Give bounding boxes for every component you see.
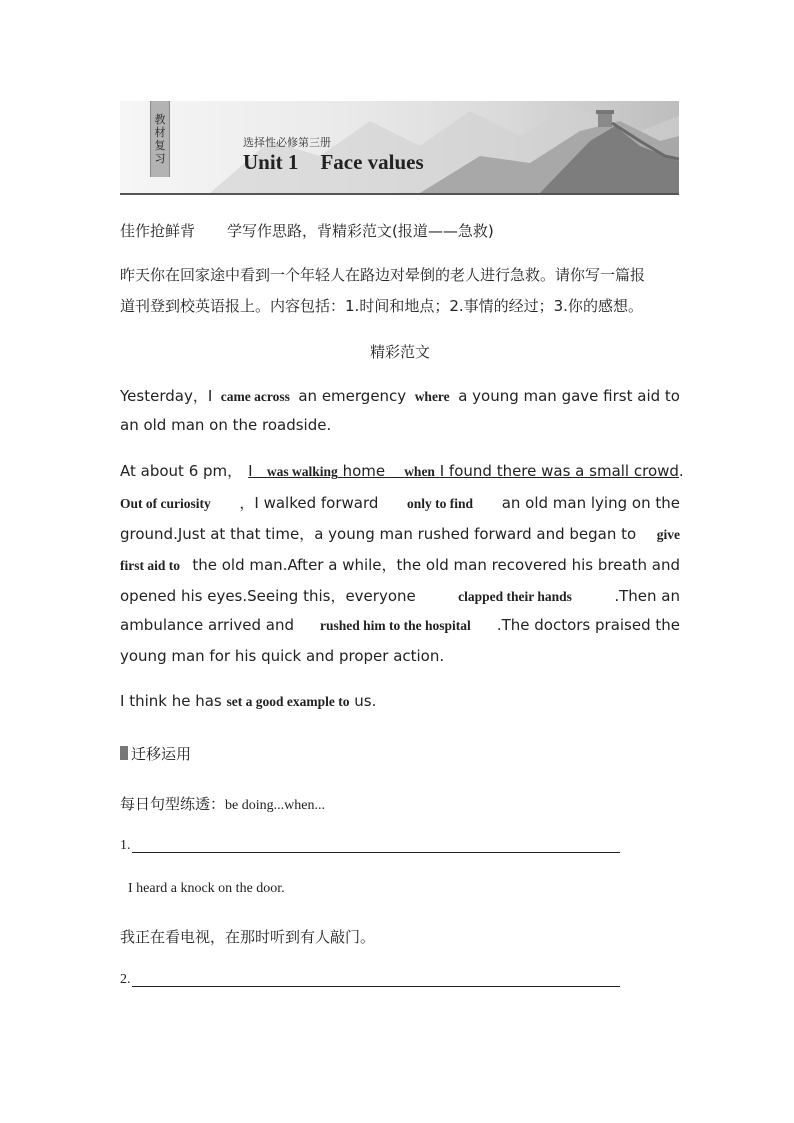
text: I — [248, 462, 253, 480]
unit-name: Face values — [320, 150, 424, 174]
daily-pattern — [120, 793, 680, 814]
keyword: set a good example to — [226, 694, 350, 709]
keyword: clapped their hands — [458, 589, 572, 604]
text: At about 6 pm， — [120, 462, 243, 480]
keyword: give — [656, 527, 680, 542]
tab-char: 教 — [154, 113, 166, 126]
section-marker-icon — [120, 746, 128, 760]
keyword: came across — [220, 389, 290, 404]
p3-line — [120, 692, 680, 710]
exercise-1-blank[interactable] — [132, 852, 620, 853]
keyword: when — [404, 464, 435, 479]
text: ，I walked forward — [239, 494, 379, 512]
unit-banner — [120, 101, 679, 195]
text: opened his eyes.Seeing this，everyone — [120, 587, 416, 605]
keyword: where — [414, 389, 450, 404]
exercise-2-number: 2. — [120, 972, 131, 987]
underlined-sentence — [248, 462, 679, 480]
text: an old man lying on the — [501, 494, 680, 512]
tab-char: 材 — [154, 126, 166, 139]
text: the old man.After a while，the old man recovered his breath and — [192, 556, 680, 574]
p2-line-2 — [120, 492, 680, 513]
keyword: only to find — [407, 496, 474, 511]
text: ground.Just at that time，a young man rushed forward and began to — [120, 525, 637, 543]
daily-label: 每日句型练透： — [120, 795, 226, 813]
keyword: Out of curiosity — [120, 496, 211, 511]
p2-line-1 — [120, 460, 684, 481]
section-heading — [120, 220, 680, 241]
p1-line-1 — [120, 385, 680, 406]
exercise-1-number: 1. — [120, 838, 131, 853]
prompt-line-1: 昨天你在回家途中看到一个年轻人在路边对晕倒的老人进行急救。请你写一篇报 — [120, 266, 646, 284]
text: us. — [354, 692, 377, 710]
transfer-heading — [120, 743, 680, 764]
p2-line-7: young man for his quick and proper action. — [120, 647, 445, 665]
section-label: 佳作抢鲜背 — [120, 222, 196, 240]
text: Yesterday，I — [120, 387, 213, 405]
unit-number: Unit 1 — [243, 150, 299, 174]
p2-line-3 — [120, 523, 680, 544]
category-tab — [150, 101, 170, 177]
exercise-1-english: I heard a knock on the door. — [128, 881, 285, 896]
keyword: rushed him to the hospital — [320, 618, 471, 633]
section-desc: 学写作思路，背精彩范文(报道——急救) — [227, 222, 494, 240]
exercise-2-blank[interactable] — [132, 986, 620, 987]
prompt-line-2: 道刊登到校英语报上。内容包括：1.时间和地点；2.事情的经过；3.你的感想。 — [120, 297, 643, 315]
p2-line-4 — [120, 554, 680, 575]
great-wall-scenery — [120, 101, 679, 193]
text: home — [342, 462, 386, 480]
essay-title: 精彩范文 — [369, 343, 430, 361]
tab-char: 复 — [154, 139, 166, 152]
text: ambulance arrived and — [120, 616, 294, 634]
transfer-label: 迁移运用 — [131, 745, 192, 763]
p2-line-6 — [120, 616, 680, 634]
text: . — [678, 462, 684, 480]
text: I found there was a small crowd — [439, 462, 679, 480]
text: an emergency — [298, 387, 407, 405]
text: a young man gave first aid to — [458, 387, 680, 405]
exercise-1-chinese: 我正在看电视，在那时听到有人敲门。 — [120, 928, 376, 946]
pattern-text: be doing...when... — [225, 798, 325, 813]
tab-char: 习 — [154, 152, 166, 165]
p1-line-2: an old man on the roadside. — [120, 416, 332, 434]
text: .The doctors praised the — [496, 616, 680, 634]
book-subtitle: 选择性必修第三册 — [243, 136, 331, 149]
keyword: first aid to — [120, 558, 180, 573]
keyword: was walking — [266, 464, 338, 479]
unit-title — [243, 150, 424, 175]
text: .Then an — [614, 587, 680, 605]
p2-line-5 — [120, 585, 680, 606]
text: I think he has — [120, 692, 222, 710]
